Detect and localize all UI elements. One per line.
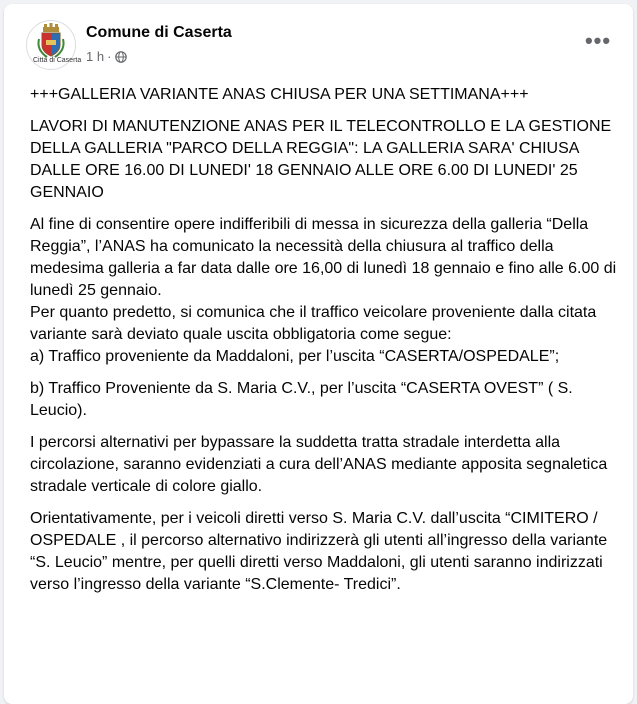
post-paragraph-2: b) Traffico Proveniente da S. Maria C.V., per l’uscita “CASERTA OVEST” ( S. Leucio). — [30, 380, 573, 419]
post-header — [26, 20, 616, 74]
avatar-caption: Città di Caserta — [33, 57, 82, 64]
post-paragraph-3: I percorsi alternativi per bypassare la suddetta tratta stradale interdetta alla circolazione, saranno evidenziati a cura dell’ANAS mediante apposita segnaletica stradale verticale di colore giallo. — [30, 434, 608, 495]
more-options-icon: ••• — [584, 28, 612, 53]
more-options-button[interactable] — [580, 28, 616, 54]
post-paragraph-4: Orientativamente, per i veicoli diretti verso S. Maria C.V. dall’uscita “CIMITERO / OSPEDALE , il percorso alternativo indirizzerà gli utenti all’ingresso della variante “S. Leucio” mentre, per quelli diretti verso Maddaloni, gli utenti saranno indirizzati verso l’ingresso della variante “S.Clemente- Tredici”. — [30, 510, 608, 593]
page-name-link[interactable]: Comune di Caserta — [86, 24, 232, 41]
post-body — [30, 84, 620, 606]
post-paragraph-1 — [30, 214, 620, 368]
post-timestamp[interactable]: 1 h — [86, 49, 105, 64]
meta-separator: · — [107, 49, 112, 64]
post-headline: +++GALLERIA VARIANTE ANAS CHIUSA PER UNA SETTIMANA+++ — [30, 86, 529, 103]
post-announcement: LAVORI DI MANUTENZIONE ANAS PER IL TELECONTROLLO E LA GESTIONE DELLA GALLERIA "PARCO DELLA REGGIA": LA GALLERIA SARA' CHIUSA DALLE ORE 16.00 DI LUNEDI' 18 GENNAIO ALLE ORE 6.00 DI LUNEDI' 25 GENNAIO — [30, 118, 612, 201]
paragraph-1-sentence-2: Per quanto predetto, si comunica che il traffico veicolare proveniente dalla citata variante sarà deviato quale uscita obbligatoria come segue: — [30, 304, 597, 343]
paragraph-1-sentence-1: Al fine di consentire opere indifferibili di messa in sicurezza della galleria “Della Reggia”, l’ANAS ha comunicato la necessità della chiusura al traffico della medesima galleria a far data dalle ore 16,00 di lunedì 18 gennaio e fino alle 6.00 di lunedì 25 gennaio. — [30, 216, 617, 299]
globe-icon[interactable] — [115, 51, 127, 63]
post-meta — [86, 49, 127, 64]
post-card — [4, 4, 633, 704]
page-avatar[interactable] — [26, 20, 82, 70]
paragraph-1-sentence-3: a) Traffico proveniente da Maddaloni, per l’uscita “CASERTA/OSPEDALE”; — [30, 348, 560, 365]
